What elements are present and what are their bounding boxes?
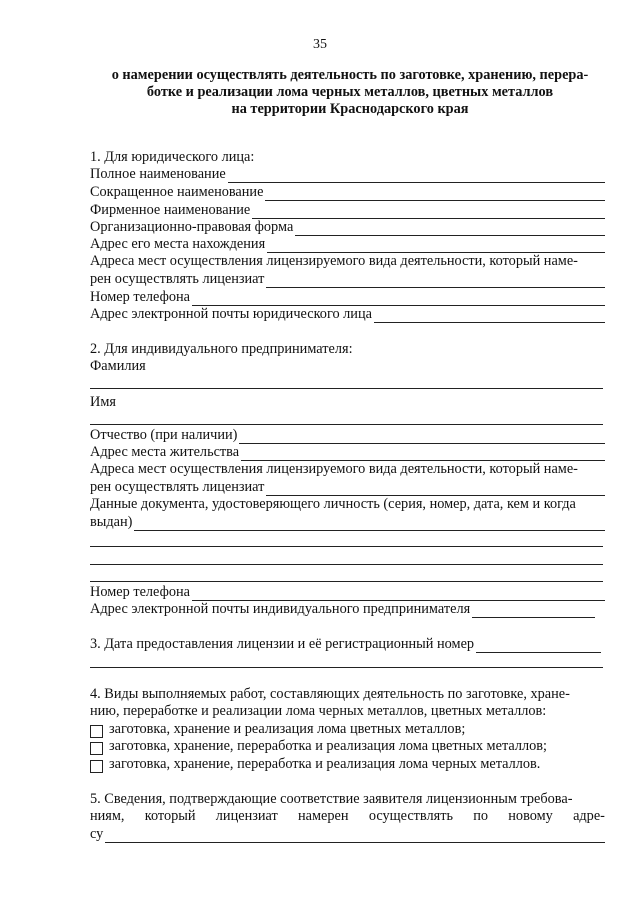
license-date-field[interactable] xyxy=(90,636,605,653)
page-number: 35 xyxy=(313,37,327,52)
ip-activity-addresses-label: Адреса мест осуществления лицензируемого вида деятельности, который наме- xyxy=(90,461,578,477)
activity-addresses-label: Адреса мест осуществления лицензируемого вида деятельности, который намe- xyxy=(90,253,578,269)
full-name-label: Полное наименование xyxy=(90,166,226,182)
id-document-line-2[interactable] xyxy=(90,546,603,547)
id-document-label-cont: выдан) xyxy=(90,514,133,530)
section1-heading: 1. Для юридического лица: xyxy=(90,149,255,165)
id-document-field[interactable] xyxy=(90,514,605,531)
patronymic-field[interactable] xyxy=(90,427,605,444)
word: лицензиат xyxy=(215,808,278,824)
ip-phone-label: Номер телефона xyxy=(90,584,190,600)
new-address-label: су xyxy=(90,826,104,842)
brand-name-label: Фирменное наименование xyxy=(90,202,251,218)
ip-activity-addresses-label-cont: рен осуществлять лицензиат xyxy=(90,479,265,495)
ip-activity-addresses-field[interactable] xyxy=(90,479,605,496)
email-field[interactable] xyxy=(90,306,605,323)
section5-heading: 5. Сведения, подтверждающие соответствие заявителя лицензионным требова- xyxy=(90,791,573,807)
address-label: Адрес его места нахождения xyxy=(90,236,266,252)
surname-label: Фамилия xyxy=(90,358,146,374)
short-name-label: Сокращенное наименование xyxy=(90,184,264,200)
option-label: заготовка, хранение и реализация лома цветных металлов; xyxy=(109,721,466,737)
word: по xyxy=(473,808,489,824)
residence-label: Адрес места жительства xyxy=(90,444,240,460)
ip-phone-field[interactable] xyxy=(90,584,605,601)
word: новому xyxy=(508,808,553,824)
title-line: о намерении осуществлять деятельность по заготовке, хранению, перера- xyxy=(111,67,589,83)
patronymic-label: Отчество (при наличии) xyxy=(90,427,238,443)
option-label: заготовка, хранение, переработка и реализация лома черных металлов. xyxy=(109,756,541,772)
title-line: на территории Краснодарского края xyxy=(231,101,469,117)
new-address-field[interactable] xyxy=(90,826,605,843)
residence-field[interactable] xyxy=(90,444,605,461)
option-ferrous-processing[interactable] xyxy=(90,756,605,773)
legal-form-label: Организационно-правовая форма xyxy=(90,219,294,235)
activity-addresses-label-cont: рен осуществлять лицензиат xyxy=(90,271,265,287)
option-nonferrous-processing[interactable] xyxy=(90,738,605,755)
title-line: ботке и реализации лома черных металлов, цветных металлов xyxy=(146,84,554,100)
name-label: Имя xyxy=(90,394,116,410)
section2-heading: 2. Для индивидуального предпринимателя: xyxy=(90,341,353,357)
email-label: Адрес электронной почты юридического лица xyxy=(90,306,372,322)
brand-name-field[interactable] xyxy=(90,202,605,219)
id-document-label: Данные документа, удостоверяющего личность (серия, номер, дата, кем и когда xyxy=(90,496,576,512)
short-name-field[interactable] xyxy=(90,184,605,201)
id-document-line-3[interactable] xyxy=(90,564,603,565)
phone-label: Номер телефона xyxy=(90,289,190,305)
id-document-line-4[interactable] xyxy=(90,581,603,582)
checkbox-icon[interactable] xyxy=(90,742,103,755)
activity-addresses-field[interactable] xyxy=(90,271,605,288)
legal-form-field[interactable] xyxy=(90,219,605,236)
word: осуществлять xyxy=(368,808,453,824)
option-nonferrous-basic[interactable] xyxy=(90,721,605,738)
surname-input-line[interactable] xyxy=(90,388,603,389)
word: ниям, xyxy=(90,808,125,824)
checkbox-icon[interactable] xyxy=(90,760,103,773)
ip-email-label: Адрес электронной почты индивидуального предпринимателя xyxy=(90,601,471,617)
document-title xyxy=(90,67,610,118)
checkbox-icon[interactable] xyxy=(90,725,103,738)
word: адре- xyxy=(573,808,605,824)
option-label: заготовка, хранение, переработка и реализация лома цветных металлов; xyxy=(109,738,547,754)
full-name-field[interactable] xyxy=(90,166,605,183)
section4-heading: 4. Виды выполняемых работ, составляющих деятельность по заготовке, хране- xyxy=(90,686,570,702)
word: намерен xyxy=(298,808,349,824)
phone-field[interactable] xyxy=(90,289,605,306)
section5-heading-cont xyxy=(90,808,605,825)
address-field[interactable] xyxy=(90,236,605,253)
license-date-label: 3. Дата предоставления лицензии и её регистрационный номер xyxy=(90,636,475,652)
name-input-line[interactable] xyxy=(90,424,603,425)
word: который xyxy=(144,808,196,824)
license-number-line[interactable] xyxy=(90,667,603,668)
section4-heading-cont: нию, переработке и реализации лома черных металлов, цветных металлов: xyxy=(90,703,547,719)
ip-email-field[interactable] xyxy=(90,601,605,618)
